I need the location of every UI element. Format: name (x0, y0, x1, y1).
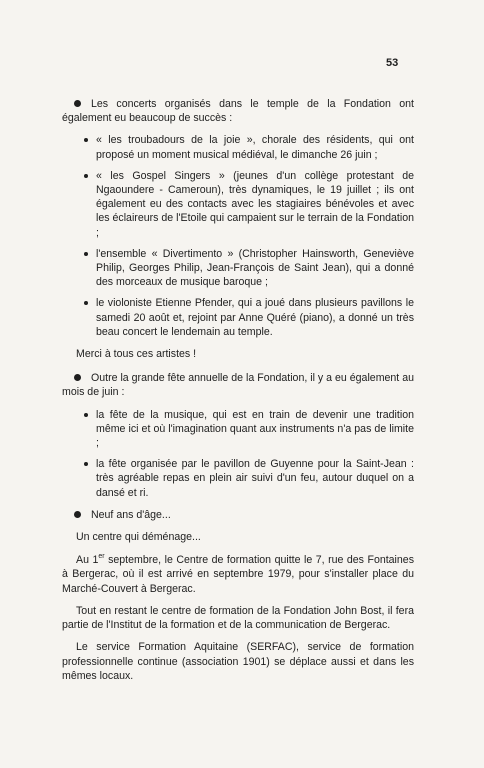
bullet-icon (84, 252, 88, 256)
paragraph-move: Au 1er septembre, le Centre de formation quitte le 7, rue des Fontaines à Bergerac, où il est arrivé en septembre 1979, pour s'installer place du Marché-Couvert à Bergerac. (62, 553, 414, 595)
page-content (62, 97, 414, 691)
list-item: le violoniste Etienne Pfender, qui a joué dans plusieurs pavillons le samedi 20 août et, rejoint par Anne Quéré (piano), a donné un très beau concert le lendemain au temple. (62, 296, 414, 339)
thanks-line: Merci à tous ces artistes ! (76, 348, 197, 361)
bullet-icon (84, 462, 88, 466)
paragraph-serfac: Le service Formation Aquitaine (SERFAC), service de formation professionnelle continue (association 1901) se déplace aussi et dans les mêmes locaux. (62, 641, 414, 682)
bullet-icon (74, 511, 81, 518)
neuf-ans-heading: Neuf ans d'âge... (62, 508, 414, 522)
bullet-icon (84, 301, 88, 305)
list-item: « les Gospel Singers » (jeunes d'un collège protestant de Ngaoundere - Cameroun), très dynamiques, le 19 juillet ; ils ont également eu des contacts avec les stagiaires bénévoles et avec les éclaireurs de l'Etoile qui campaient sur le terrain de la Fondation ; (62, 169, 414, 240)
fete-list (62, 408, 414, 500)
concerts-intro: Les concerts organisés dans le temple de la Fondation ont également eu beaucoup de succès : (62, 98, 414, 125)
fete-intro: Outre la grande fête annuelle de la Fondation, il y a eu également au mois de juin : (62, 372, 414, 399)
bullet-icon (84, 138, 88, 142)
bullet-icon (84, 413, 88, 417)
bullet-icon (74, 374, 81, 381)
bullet-icon (74, 100, 81, 107)
section-subtitle: Un centre qui déménage... (76, 531, 201, 544)
concerts-list (62, 133, 414, 339)
paragraph-institute: Tout en restant le centre de formation de la Fondation John Bost, il fera partie de l'Institut de la formation et de la communication de Bergerac. (62, 604, 414, 632)
list-item: la fête organisée par le pavillon de Guyenne pour la Saint-Jean : très agréable repas en plein air suivi d'un feu, autour duquel on a dansé et ri. (62, 457, 414, 500)
list-item: la fête de la musique, qui est en train de devenir une tradition même ici et où l'imagination quant aux instruments n'a pas de limite ; (62, 408, 414, 451)
list-item: « les troubadours de la joie », chorale des résidents, qui ont proposé un moment musical médiéval, le dimanche 26 juin ; (62, 133, 414, 161)
list-item: l'ensemble « Divertimento » (Christopher Hainsworth, Geneviève Philip, Georges Philip, Jean-François de Saint Jean), qui a donné des morceaux de musique baroque ; (62, 247, 414, 290)
page-number: 53 (386, 57, 399, 69)
bullet-icon (84, 174, 88, 178)
